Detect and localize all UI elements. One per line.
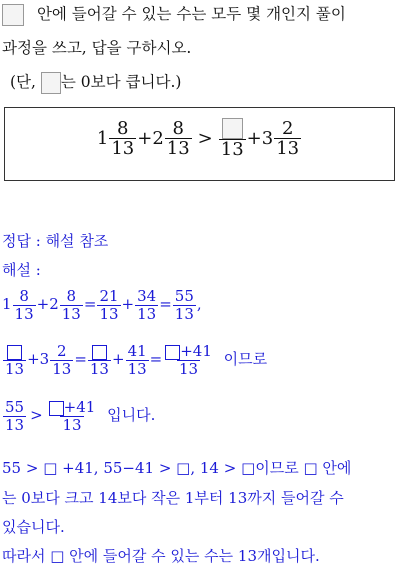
- blank-box-icon: [41, 72, 61, 94]
- plus-sign: +: [111, 350, 125, 368]
- numerator-expression: [163, 343, 214, 360]
- note-rest: 는 0보다 큽니다.): [60, 73, 182, 91]
- fraction: [126, 343, 149, 377]
- denominator: 13: [99, 304, 119, 323]
- problem-text-1: 안에 들어갈 수 있는 수는 모두 몇 개인지 풀이: [36, 5, 346, 23]
- numerator-blank: [220, 118, 245, 139]
- plus-sign: +: [27, 350, 40, 368]
- fraction: [3, 399, 26, 433]
- blank-box-icon: [222, 118, 243, 139]
- denominator: 13: [89, 359, 109, 378]
- denominator: 13: [127, 359, 147, 378]
- denominator: 13: [174, 304, 194, 323]
- comma: ,: [196, 295, 202, 313]
- numerator: 8: [66, 287, 77, 305]
- equals-sign: =: [83, 295, 97, 313]
- greater-than-sign: >: [197, 127, 213, 149]
- equals-sign: =: [74, 350, 87, 368]
- mixed-whole: 2: [152, 127, 164, 149]
- fraction: [60, 288, 83, 322]
- fraction: [163, 343, 214, 377]
- answer-header: 정답 : 해설 참조: [2, 232, 109, 250]
- solution-line-7: 따라서 □ 안에 들어갈 수 있는 수는 13개입니다.: [2, 547, 320, 565]
- numerator: 21: [99, 287, 119, 305]
- plus-sign: +: [246, 127, 262, 149]
- numerator-expression: [47, 399, 98, 416]
- therefore-text: 이므로: [223, 350, 268, 368]
- fraction: [50, 343, 73, 377]
- numerator: 8: [19, 287, 29, 305]
- denominator: 13: [220, 139, 244, 160]
- denominator: 13: [52, 359, 72, 378]
- solution-calc-1: [2, 288, 202, 322]
- solution-calc-3: [2, 399, 155, 433]
- solution-line-5: 는 0보다 크고 14보다 작은 1부터 13까지 들어갈 수: [2, 489, 344, 507]
- solution-label: 해설 :: [2, 261, 41, 279]
- note-open: (단,: [10, 73, 36, 91]
- fraction: [47, 399, 98, 433]
- denominator: 13: [137, 304, 157, 323]
- blank-box-icon: [7, 345, 22, 360]
- blank-box-icon: [92, 345, 107, 360]
- mixed-whole: 1: [2, 295, 12, 313]
- denominator: 13: [111, 138, 135, 160]
- fraction: [135, 288, 158, 322]
- equals-sign: =: [149, 350, 163, 368]
- blank-box-icon: [49, 401, 64, 416]
- denominator: 13: [14, 304, 34, 323]
- problem-line-2: [2, 36, 191, 58]
- problem-text-2: 과정을 쓰고, 답을 구하시오.: [2, 39, 192, 57]
- mixed-whole: 2: [49, 295, 59, 313]
- plus-sign: +: [137, 127, 153, 149]
- numerator: 8: [117, 117, 129, 139]
- denominator: 13: [61, 304, 81, 323]
- fraction: [274, 119, 301, 160]
- equals-sign: =: [159, 295, 172, 313]
- denominator: 13: [5, 359, 25, 378]
- fraction: [173, 288, 196, 322]
- inequality-expression: [5, 118, 394, 160]
- blank-box-icon: [165, 345, 180, 360]
- numerator: 55: [5, 398, 25, 416]
- blank-box-icon: [2, 4, 24, 26]
- denominator: 13: [276, 138, 300, 160]
- problem-note: [10, 70, 181, 94]
- statement-end-text: 입니다.: [107, 406, 156, 424]
- solution-line-6: 있습니다.: [2, 518, 65, 536]
- numerator: 55: [174, 287, 194, 305]
- plus-sign: +: [36, 295, 50, 313]
- greater-than-sign: >: [30, 406, 43, 424]
- numerator-rest: +41: [63, 398, 96, 416]
- mixed-whole: 3: [39, 350, 50, 368]
- numerator-rest: +41: [180, 342, 212, 360]
- numerator: 8: [172, 117, 184, 139]
- inequality-box: [4, 107, 395, 181]
- mixed-whole: 3: [261, 127, 274, 149]
- numerator: 2: [281, 117, 294, 139]
- problem-line-1: [2, 2, 346, 26]
- solution-line-4: 55 > □ +41, 55−41 > □, 14 > □이므로 □ 안에: [2, 459, 352, 477]
- fraction: [3, 343, 26, 377]
- numerator-blank: [90, 343, 109, 360]
- fraction: [109, 119, 136, 160]
- fraction: [88, 343, 111, 377]
- numerator-blank: [5, 343, 24, 360]
- denominator: 13: [62, 415, 82, 434]
- plus-sign: +: [121, 295, 135, 313]
- denominator: 13: [5, 415, 25, 434]
- fraction: [13, 288, 36, 322]
- numerator: 2: [56, 342, 67, 360]
- mixed-whole: 1: [96, 127, 109, 149]
- fraction: [165, 119, 192, 160]
- numerator: 41: [127, 342, 147, 360]
- denominator: 13: [166, 138, 190, 160]
- numerator: 34: [137, 287, 157, 305]
- fraction: [219, 118, 246, 160]
- solution-calc-2: [2, 343, 267, 377]
- fraction: [97, 288, 120, 322]
- denominator: 13: [179, 359, 199, 378]
